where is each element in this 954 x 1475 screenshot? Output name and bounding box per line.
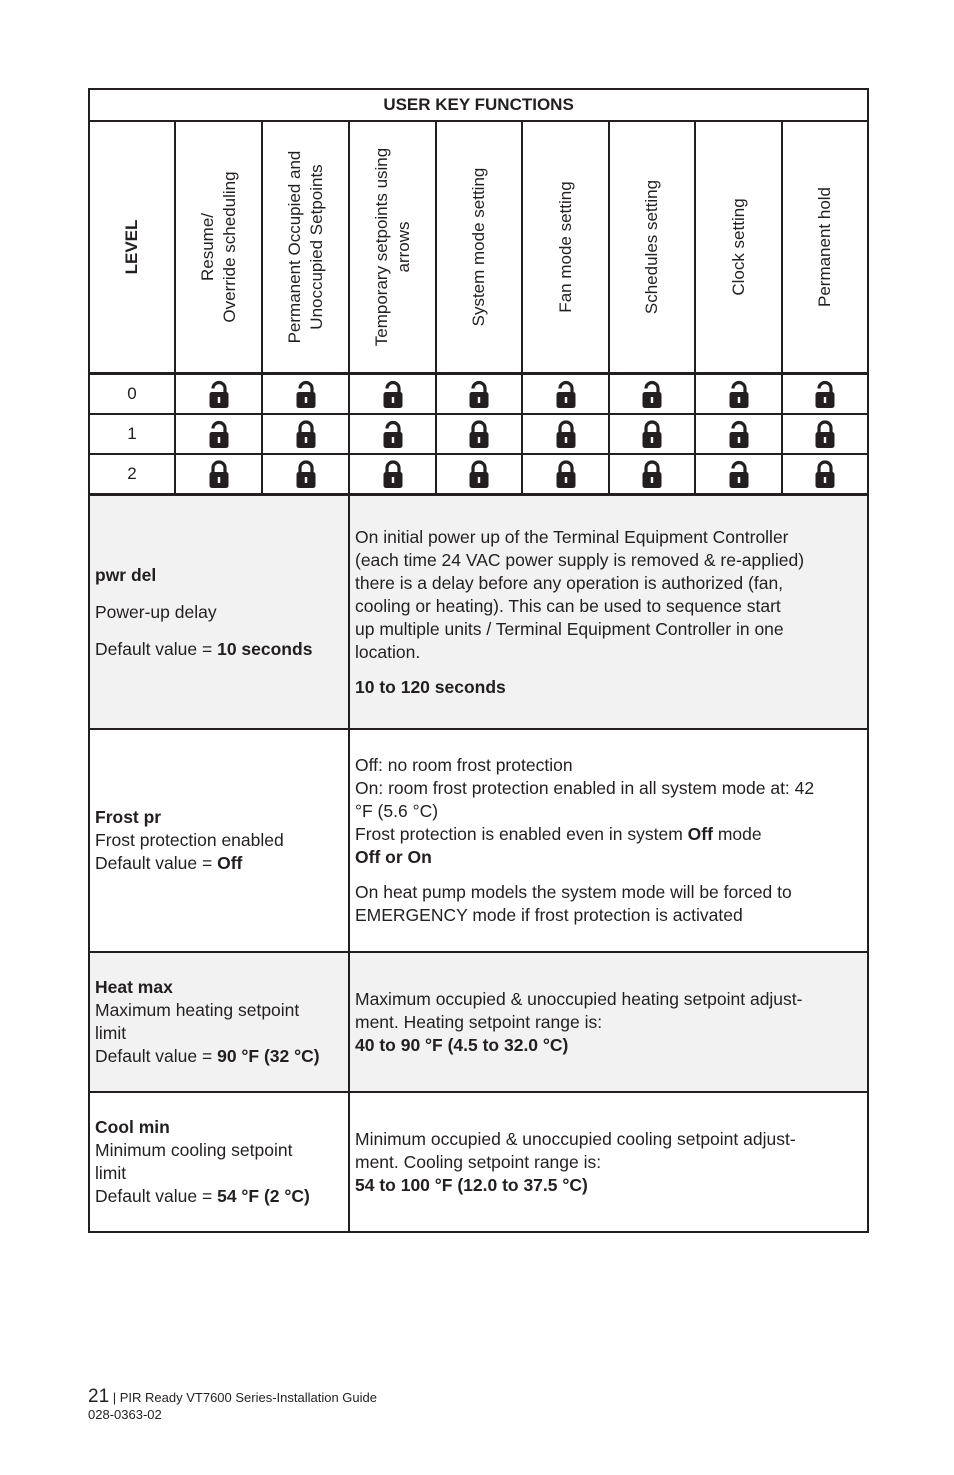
table-row bbox=[89, 374, 868, 415]
table-row bbox=[89, 495, 868, 729]
column-header: Resume/ Override scheduling bbox=[175, 121, 262, 374]
param-default: Default value = 54 °F (2 °C) bbox=[95, 1186, 310, 1206]
column-header: System mode setting bbox=[436, 121, 522, 374]
lock-closed-icon bbox=[609, 454, 695, 494]
level-cell: 2 bbox=[89, 454, 175, 494]
param-cool-min: Cool min Minimum cooling setpoint limit Default value = 54 °F (2 °C) bbox=[89, 1092, 349, 1232]
level-header: LEVEL bbox=[89, 121, 175, 374]
param-name: Cool min bbox=[95, 1117, 170, 1137]
lock-open-icon bbox=[695, 374, 782, 415]
parameter-table bbox=[88, 494, 869, 1233]
param-desc: Power-up delay bbox=[95, 601, 217, 622]
param-frost-pr bbox=[89, 729, 349, 952]
lock-closed-icon bbox=[522, 454, 609, 494]
level-cell: 0 bbox=[89, 374, 175, 415]
param-options: Off or On bbox=[355, 847, 432, 867]
param-cool-min-detail: Minimum occupied & unoccupied cooling setpoint adjust- ment. Cooling setpoint range is: 54 to 100 °F (12.0 to 37.5 °C) bbox=[349, 1092, 868, 1232]
lock-closed-icon bbox=[349, 454, 436, 494]
lock-closed-icon bbox=[436, 414, 522, 454]
param-default: Default value = 10 seconds bbox=[95, 638, 313, 659]
param-heat-max: Heat max Maximum heating setpoint limit Default value = 90 °F (32 °C) bbox=[89, 952, 349, 1092]
param-name: pwr del bbox=[95, 564, 157, 585]
user-key-functions-table bbox=[88, 88, 869, 495]
table-row bbox=[89, 454, 868, 494]
lock-closed-icon bbox=[609, 414, 695, 454]
param-name: Heat max bbox=[95, 977, 173, 997]
param-pwr-del-detail: On initial power up of the Terminal Equipment Controller (each time 24 VAC power supply is removed & re-applied) there is a delay before any operation is authorized (fan, cooling or heating). This can be used to sequence start up multiple units / Terminal Equipment Controller in one location. 10 to 120 seconds bbox=[349, 495, 868, 729]
lock-closed-icon bbox=[175, 454, 262, 494]
lock-open-icon bbox=[436, 374, 522, 415]
param-frost-pr-detail: Off: no room frost protection On: room frost protection enabled in all system mode at: 42 °F (5.6 °C) Frost protection is enabled even in system Off mode Off or On On heat pump models the system mode will be forced to EMERGENCY mode if frost protection is activated bbox=[349, 729, 868, 952]
lock-open-icon bbox=[695, 414, 782, 454]
column-header: Permanent Occupied and Unoccupied Setpoints bbox=[262, 121, 349, 374]
guide-title: PIR Ready VT7600 Series-Installation Guide bbox=[119, 1390, 377, 1405]
page-footer: 21 | PIR Ready VT7600 Series-Installation Guide 028-0363-02 bbox=[88, 1386, 377, 1422]
param-default: Default value = 90 °F (32 °C) bbox=[95, 1046, 320, 1066]
table-row bbox=[89, 952, 868, 1092]
param-pwr-del bbox=[89, 495, 349, 729]
table-row bbox=[89, 729, 868, 952]
param-desc: Frost protection enabled bbox=[95, 830, 284, 850]
lock-closed-icon bbox=[782, 414, 868, 454]
param-name: Frost pr bbox=[95, 807, 162, 827]
param-heat-max-detail: Maximum occupied & unoccupied heating setpoint adjust- ment. Heating setpoint range is: 40 to 90 °F (4.5 to 32.0 °C) bbox=[349, 952, 868, 1092]
param-range: 40 to 90 °F (4.5 to 32.0 °C) bbox=[355, 1034, 569, 1055]
table-row bbox=[89, 414, 868, 454]
table-title: USER KEY FUNCTIONS bbox=[89, 89, 868, 121]
lock-closed-icon bbox=[262, 414, 349, 454]
table-row bbox=[89, 1092, 868, 1232]
lock-open-icon bbox=[175, 414, 262, 454]
column-header: Permanent hold bbox=[782, 121, 868, 374]
param-range: 54 to 100 °F (12.0 to 37.5 °C) bbox=[355, 1174, 588, 1195]
page-number: 21 bbox=[88, 1386, 110, 1407]
lock-open-icon bbox=[262, 374, 349, 415]
lock-open-icon bbox=[175, 374, 262, 415]
param-default: Default value = Off bbox=[95, 853, 243, 873]
lock-open-icon bbox=[782, 374, 868, 415]
column-header: Fan mode setting bbox=[522, 121, 609, 374]
lock-open-icon bbox=[609, 374, 695, 415]
lock-closed-icon bbox=[782, 454, 868, 494]
column-header: Clock setting bbox=[695, 121, 782, 374]
lock-closed-icon bbox=[522, 414, 609, 454]
lock-closed-icon bbox=[262, 454, 349, 494]
doc-number: 028-0363-02 bbox=[88, 1407, 162, 1422]
lock-open-icon bbox=[349, 374, 436, 415]
column-header: Temporary setpoints using arrows bbox=[349, 121, 436, 374]
column-header: Schedules setting bbox=[609, 121, 695, 374]
lock-open-icon bbox=[695, 454, 782, 494]
param-range: 10 to 120 seconds bbox=[355, 676, 506, 697]
level-cell: 1 bbox=[89, 414, 175, 454]
lock-open-icon bbox=[522, 374, 609, 415]
lock-closed-icon bbox=[436, 454, 522, 494]
lock-open-icon bbox=[349, 414, 436, 454]
